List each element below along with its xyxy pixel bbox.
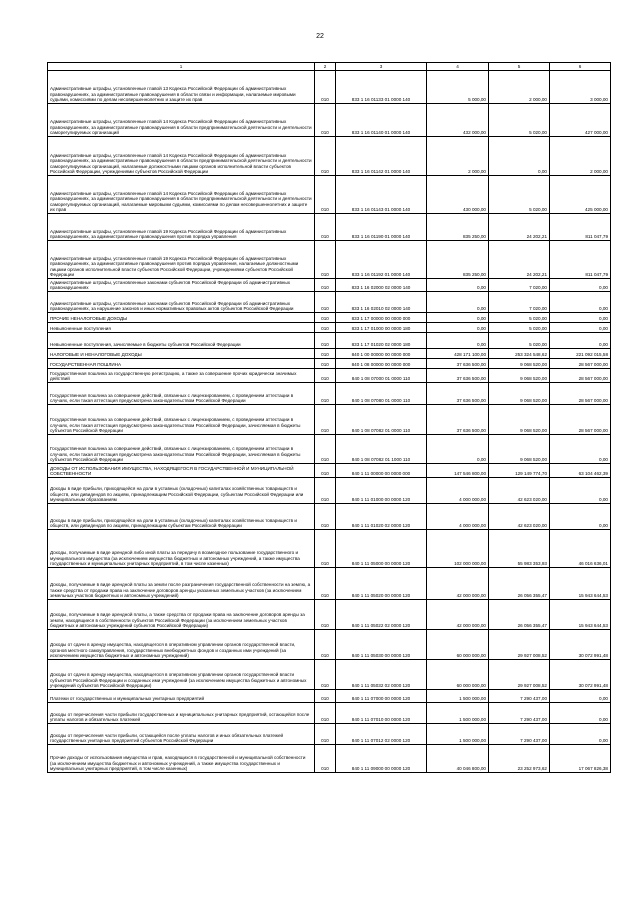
revenue-table — [47, 62, 611, 773]
row-code: 010 — [315, 464, 336, 478]
column-header: 1 — [48, 63, 315, 71]
row-name: Доходы в виде прибыли, приходящейся на доли в уставных (складочных) капиталах хозяйственных товариществ и обществ, или дивидендов по акциям, принадлежащим Российской Федерации, субъектам Российской Федерации или муниципальным образованиям — [48, 478, 315, 504]
row-col6: 221 092 015,58 — [550, 349, 611, 359]
row-code: 010 — [315, 504, 336, 530]
column-header: 3 — [336, 63, 427, 71]
row-col4: 40 046 800,00 — [427, 745, 489, 773]
row-kbk: 840 1 00 00000 00 0000 000 — [336, 349, 427, 359]
row-col5: 5 020,00 — [489, 176, 550, 214]
table-row — [48, 71, 611, 104]
row-col6: 28 567 000,00 — [550, 359, 611, 369]
row-kbk: 840 1 11 09000 00 0000 120 — [336, 745, 427, 773]
row-col4: 0,00 — [427, 279, 489, 292]
table-row — [48, 600, 611, 630]
row-col6: 811 047,79 — [550, 214, 611, 241]
table-row — [48, 176, 611, 214]
row-col4: 835 250,00 — [427, 214, 489, 241]
row-col5: 7 290 437,00 — [489, 724, 550, 745]
row-col6: 28 567 000,00 — [550, 405, 611, 435]
row-col5: 24 202,21 — [489, 214, 550, 241]
row-col4: 4 000 000,00 — [427, 478, 489, 504]
row-kbk: 840 1 11 00000 00 0000 000 — [336, 464, 427, 478]
row-col4: 37 636 500,00 — [427, 359, 489, 369]
row-col4: 428 171 100,00 — [427, 349, 489, 359]
row-col4: 430 000,00 — [427, 176, 489, 214]
row-col6: 15 943 644,53 — [550, 568, 611, 600]
row-name: ДОХОДЫ ОТ ИСПОЛЬЗОВАНИЯ ИМУЩЕСТВА, НАХОДЯЩЕГОСЯ В ГОСУДАРСТВЕННОЙ И МУНИЦИПАЛЬНОЙ СОБСТВЕННОСТИ — [48, 464, 315, 478]
row-code: 010 — [315, 383, 336, 405]
row-code: 010 — [315, 214, 336, 241]
row-code: 010 — [315, 478, 336, 504]
row-col5: 26 056 355,47 — [489, 568, 550, 600]
row-col5: 7 020,00 — [489, 279, 550, 292]
row-col6: 28 567 000,00 — [550, 383, 611, 405]
row-col4: 0,00 — [427, 313, 489, 323]
row-name: ПРОЧИЕ НЕНАЛОГОВЫЕ ДОХОДЫ — [48, 313, 315, 323]
row-col5: 42 623 020,00 — [489, 504, 550, 530]
table-row — [48, 137, 611, 176]
row-name: Платежи от государственных и муниципальных унитарных предприятий — [48, 690, 315, 703]
row-kbk: 833 1 17 01020 02 0000 180 — [336, 333, 427, 349]
row-code: 010 — [315, 71, 336, 104]
row-col5: 7 290 437,00 — [489, 703, 550, 724]
row-col4: 60 000 000,00 — [427, 660, 489, 690]
row-code: 010 — [315, 630, 336, 660]
table-row — [48, 405, 611, 435]
table-row — [48, 724, 611, 745]
row-col4: 0,00 — [427, 323, 489, 333]
row-kbk: 833 1 16 02010 02 0000 140 — [336, 292, 427, 313]
row-name: Административные штрафы, установленные законами субъектов Российской Федерации об административных правонарушениях, за нарушение законов и иных нормативных правовых актов субъектов Российской Федерации — [48, 292, 315, 313]
row-col4: 5 000,00 — [427, 71, 489, 104]
row-col5: 9 068 520,00 — [489, 435, 550, 464]
row-col6: 0,00 — [550, 690, 611, 703]
row-col6: 30 072 991,48 — [550, 630, 611, 660]
row-col4: 0,00 — [427, 435, 489, 464]
row-col4: 37 636 500,00 — [427, 369, 489, 383]
row-name: Административные штрафы, установленные главой 19 Кодекса Российской Федерации об административных правонарушениях, за административные правонарушения против порядка управления — [48, 214, 315, 241]
row-col6: 28 567 000,00 — [550, 369, 611, 383]
row-code: 010 — [315, 349, 336, 359]
row-col5: 253 324 548,62 — [489, 349, 550, 359]
row-name: Доходы от сдачи в аренду имущества, находящегося в оперативном управлении органов государственной власти, органов местного самоуправления, государственных внебюджетных фондов и созданных ими учреждений (за исключением имущества бюджетных и автономных учреждений) — [48, 630, 315, 660]
row-col4: 147 546 800,00 — [427, 464, 489, 478]
row-col5: 24 202,21 — [489, 241, 550, 279]
table-row — [48, 313, 611, 323]
row-kbk: 833 1 16 01192 01 0000 140 — [336, 241, 427, 279]
row-col6: 0,00 — [550, 703, 611, 724]
row-name: Невыясненные поступления — [48, 323, 315, 333]
row-name: Административные штрафы, установленные главой 19 Кодекса Российской Федерации об административных правонарушениях, за административные правонарушения против порядка управления, налагаемые должностными лицами органов исполнительной власти субъектов Российской Федерации, учреждениями субъектов Российской Федерации — [48, 241, 315, 279]
row-kbk: 840 1 11 01000 00 0000 120 — [336, 478, 427, 504]
row-col6: 0,00 — [550, 504, 611, 530]
row-code: 010 — [315, 745, 336, 773]
row-name: Государственная пошлина за совершение действий, связанных с лицензированием, с проведением аттестации в случаях, если такая аттестация предусмотрена законодательством Российской Федерации — [48, 383, 315, 405]
row-col6: 17 067 826,38 — [550, 745, 611, 773]
row-col4: 1 500 000,00 — [427, 724, 489, 745]
row-col5: 5 020,00 — [489, 323, 550, 333]
row-col6: 0,00 — [550, 478, 611, 504]
row-kbk: 840 1 11 05020 00 0000 120 — [336, 568, 427, 600]
row-kbk: 833 1 16 02000 02 0000 140 — [336, 279, 427, 292]
row-kbk: 833 1 17 01000 00 0000 180 — [336, 323, 427, 333]
row-kbk: 833 1 16 01143 01 0000 140 — [336, 176, 427, 214]
row-col4: 42 000 000,00 — [427, 568, 489, 600]
row-code: 010 — [315, 137, 336, 176]
table-row — [48, 464, 611, 478]
row-name: ГОСУДАРСТВЕННАЯ ПОШЛИНА — [48, 359, 315, 369]
row-kbk: 833 1 16 01140 01 0000 140 — [336, 104, 427, 137]
row-col4: 432 000,00 — [427, 104, 489, 137]
row-name: Доходы от перечисления части прибыли государственных и муниципальных унитарных предприятий, остающейся после уплаты налогов и обязательных платежей — [48, 703, 315, 724]
table-row — [48, 690, 611, 703]
row-col5: 9 068 520,00 — [489, 383, 550, 405]
table-row — [48, 349, 611, 359]
row-code: 010 — [315, 323, 336, 333]
table-row — [48, 279, 611, 292]
row-col5: 29 927 008,52 — [489, 630, 550, 660]
row-col4: 1 500 000,00 — [427, 690, 489, 703]
row-code: 010 — [315, 313, 336, 323]
row-kbk: 840 1 11 05030 00 0000 120 — [336, 630, 427, 660]
row-col5: 26 056 355,47 — [489, 600, 550, 630]
row-name: Доходы, получаемые в виде арендной платы за земли после разграничения государственной собственности на землю, а также средства от продажи права на заключение договоров аренды указанных земельных участков (за исключением земельных участков бюджетных и автономных учреждений) — [48, 568, 315, 600]
row-kbk: 840 1 11 07010 00 0000 120 — [336, 703, 427, 724]
page-number: 22 — [316, 33, 324, 40]
row-name: Административные штрафы, установленные главой 14 Кодекса Российской Федерации об административных правонарушениях, за административные правонарушения в области предпринимательской деятельности и деятельности саморегулируемых организаций, налагаемые должностными лицами органов исполнительной власти субъектов Российской Федерации, учреждениями субъектов Российской Федерации — [48, 137, 315, 176]
row-name: Невыясненные поступления, зачисляемые в бюджеты субъектов Российской Федерации — [48, 333, 315, 349]
row-code: 010 — [315, 359, 336, 369]
row-kbk: 840 1 08 00000 00 0000 000 — [336, 359, 427, 369]
row-name: Доходы от сдачи в аренду имущества, находящегося в оперативном управлении органов государственной власти субъектов Российской Федерации и созданных ими учреждений (за исключением имущества бюджетных и автономных учреждений субъектов Российской Федерации) — [48, 660, 315, 690]
row-name: Доходы в виде прибыли, приходящейся на доли в уставных (складочных) капиталах хозяйственных товариществ и обществ, или дивидендов по акциям, принадлежащим субъектам Российской Федерации — [48, 504, 315, 530]
row-col6: 0,00 — [550, 333, 611, 349]
row-code: 010 — [315, 660, 336, 690]
table-row — [48, 630, 611, 660]
row-code: 010 — [315, 176, 336, 214]
table-row — [48, 703, 611, 724]
row-code: 010 — [315, 530, 336, 568]
row-col6: 0,00 — [550, 724, 611, 745]
row-col6: 0,00 — [550, 323, 611, 333]
row-code: 010 — [315, 435, 336, 464]
table-row — [48, 292, 611, 313]
row-col4: 0,00 — [427, 333, 489, 349]
row-kbk: 833 1 17 00000 00 0000 000 — [336, 313, 427, 323]
row-kbk: 840 1 08 07080 01 0000 110 — [336, 383, 427, 405]
row-col6: 3 000,00 — [550, 71, 611, 104]
row-col6: 2 000,00 — [550, 137, 611, 176]
column-header: 2 — [315, 63, 336, 71]
row-col5: 55 983 353,93 — [489, 530, 550, 568]
row-kbk: 840 1 11 07012 02 0000 120 — [336, 724, 427, 745]
row-col5: 0,00 — [489, 137, 550, 176]
row-kbk: 840 1 11 01020 02 0000 120 — [336, 504, 427, 530]
row-name: НАЛОГОВЫЕ И НЕНАЛОГОВЫЕ ДОХОДЫ — [48, 349, 315, 359]
row-code: 010 — [315, 690, 336, 703]
row-code: 010 — [315, 405, 336, 435]
row-code: 010 — [315, 279, 336, 292]
row-col4: 1 500 000,00 — [427, 703, 489, 724]
table-row — [48, 568, 611, 600]
table-row — [48, 323, 611, 333]
row-kbk: 833 1 16 01133 01 0000 140 — [336, 71, 427, 104]
row-name: Государственная пошлина за государственную регистрацию, а также за совершение прочих юридически значимых действий — [48, 369, 315, 383]
row-kbk: 840 1 11 05022 02 0000 120 — [336, 600, 427, 630]
table-row — [48, 359, 611, 369]
row-col5: 5 020,00 — [489, 333, 550, 349]
table-row — [48, 745, 611, 773]
row-col4: 102 000 000,00 — [427, 530, 489, 568]
row-col6: 811 047,79 — [550, 241, 611, 279]
row-kbk: 840 1 08 07082 01 0000 110 — [336, 405, 427, 435]
table-row — [48, 104, 611, 137]
table-row — [48, 435, 611, 464]
header-row — [48, 63, 611, 71]
row-col5: 9 068 520,00 — [489, 359, 550, 369]
row-col6: 0,00 — [550, 313, 611, 323]
row-col4: 0,00 — [427, 292, 489, 313]
row-col6: 0,00 — [550, 435, 611, 464]
row-code: 010 — [315, 369, 336, 383]
row-col4: 60 000 000,00 — [427, 630, 489, 660]
row-col5: 29 927 008,52 — [489, 660, 550, 690]
row-kbk: 840 1 11 05000 00 0000 120 — [336, 530, 427, 568]
row-code: 010 — [315, 600, 336, 630]
row-col5: 9 068 520,00 — [489, 369, 550, 383]
table-row — [48, 478, 611, 504]
row-name: Государственная пошлина за совершение действий, связанных с лицензированием, с проведением аттестации в случаях, если такая аттестация предусмотрена законодательством Российской Федерации, зачисляемая в бюджеты субъектов Российской Федерации — [48, 405, 315, 435]
row-col5: 5 020,00 — [489, 313, 550, 323]
table-row — [48, 530, 611, 568]
table-row — [48, 383, 611, 405]
row-code: 010 — [315, 104, 336, 137]
row-name: Административные штрафы, установленные главой 14 Кодекса Российской Федерации об административных правонарушениях, за административные правонарушения в области предпринимательской деятельности и деятельности саморегулируемых организаций, налагаемые мировыми судьями, комиссиями по делам несовершеннолетних и защите их прав — [48, 176, 315, 214]
row-name: Административные штрафы, установленные законами субъектов Российской Федерации об административных правонарушениях — [48, 279, 315, 292]
row-col4: 37 636 500,00 — [427, 383, 489, 405]
row-code: 010 — [315, 568, 336, 600]
row-col4: 4 000 000,00 — [427, 504, 489, 530]
table-row — [48, 369, 611, 383]
row-name: Доходы от перечисления части прибыли, остающейся после уплаты налогов и иных обязательных платежей государственных унитарных предприятий субъектов Российской Федерации — [48, 724, 315, 745]
row-col4: 835 250,00 — [427, 241, 489, 279]
column-header: 4 — [427, 63, 489, 71]
table-row — [48, 504, 611, 530]
row-col6: 63 104 462,39 — [550, 464, 611, 478]
row-code: 010 — [315, 241, 336, 279]
row-name: Прочие доходы от использования имущества и прав, находящихся в государственной и муниципальной собственности (за исключением имущества бюджетных и автономных учреждений, а также имущества государственных и муниципальных унитарных предприятий, в том числе казенных) — [48, 745, 315, 773]
table-row — [48, 214, 611, 241]
row-col5: 42 623 020,00 — [489, 478, 550, 504]
row-code: 010 — [315, 292, 336, 313]
row-code: 010 — [315, 724, 336, 745]
row-kbk: 840 1 08 07082 01 1000 110 — [336, 435, 427, 464]
row-col6: 46 016 636,01 — [550, 530, 611, 568]
row-col6: 30 072 991,48 — [550, 660, 611, 690]
table-row — [48, 333, 611, 349]
table-row — [48, 241, 611, 279]
row-name: Доходы, получаемые в виде арендной либо иной платы за передачу в возмездное пользование государственного и муниципального имущества (за исключением имущества бюджетных и автономных учреждений, а также имущества государственных и муниципальных унитарных предприятий, в том числе казенных) — [48, 530, 315, 568]
row-col4: 2 000,00 — [427, 137, 489, 176]
row-col5: 9 068 520,00 — [489, 405, 550, 435]
row-code: 010 — [315, 703, 336, 724]
row-name: Государственная пошлина за совершение действий, связанных с лицензированием, с проведением аттестации в случаях, если такая аттестация предусмотрена законодательством Российской Федерации, зачисляемая в бюджеты субъектов Российской Федерации — [48, 435, 315, 464]
column-header: 5 — [489, 63, 550, 71]
row-col4: 37 636 500,00 — [427, 405, 489, 435]
row-col6: 15 943 644,53 — [550, 600, 611, 630]
row-kbk: 840 1 08 07000 01 0000 110 — [336, 369, 427, 383]
row-kbk: 833 1 16 01190 01 0000 140 — [336, 214, 427, 241]
row-kbk: 840 1 11 07000 00 0000 120 — [336, 690, 427, 703]
row-name: Доходы, получаемые в виде арендной платы, а также средства от продажи права на заключение договоров аренды за земли, находящиеся в собственности субъектов Российской Федерации (за исключением земельных участков бюджетных и автономных учреждений субъектов Российской Федерации) — [48, 600, 315, 630]
row-col6: 425 000,00 — [550, 176, 611, 214]
row-col5: 23 252 973,62 — [489, 745, 550, 773]
row-kbk: 840 1 11 05032 02 0000 120 — [336, 660, 427, 690]
table-row — [48, 660, 611, 690]
row-name: Административные штрафы, установленные главой 13 Кодекса Российской Федерации об административных правонарушениях, за административные правонарушения в области связи и информации, налагаемые мировыми судьями, комиссиями по делам несовершеннолетних и защите их прав — [48, 71, 315, 104]
row-col5: 5 020,00 — [489, 104, 550, 137]
column-header: 6 — [550, 63, 611, 71]
row-col4: 42 000 000,00 — [427, 600, 489, 630]
row-code: 010 — [315, 333, 336, 349]
row-col5: 7 020,00 — [489, 292, 550, 313]
row-col6: 0,00 — [550, 292, 611, 313]
row-col5: 2 000,00 — [489, 71, 550, 104]
row-col5: 129 149 774,70 — [489, 464, 550, 478]
row-col6: 0,00 — [550, 279, 611, 292]
row-col6: 427 000,00 — [550, 104, 611, 137]
row-name: Административные штрафы, установленные главой 14 Кодекса Российской Федерации об административных правонарушениях, за административные правонарушения в области предпринимательской деятельности и деятельности саморегулируемых организаций — [48, 104, 315, 137]
row-col5: 7 290 437,00 — [489, 690, 550, 703]
row-kbk: 833 1 16 01142 01 0000 140 — [336, 137, 427, 176]
